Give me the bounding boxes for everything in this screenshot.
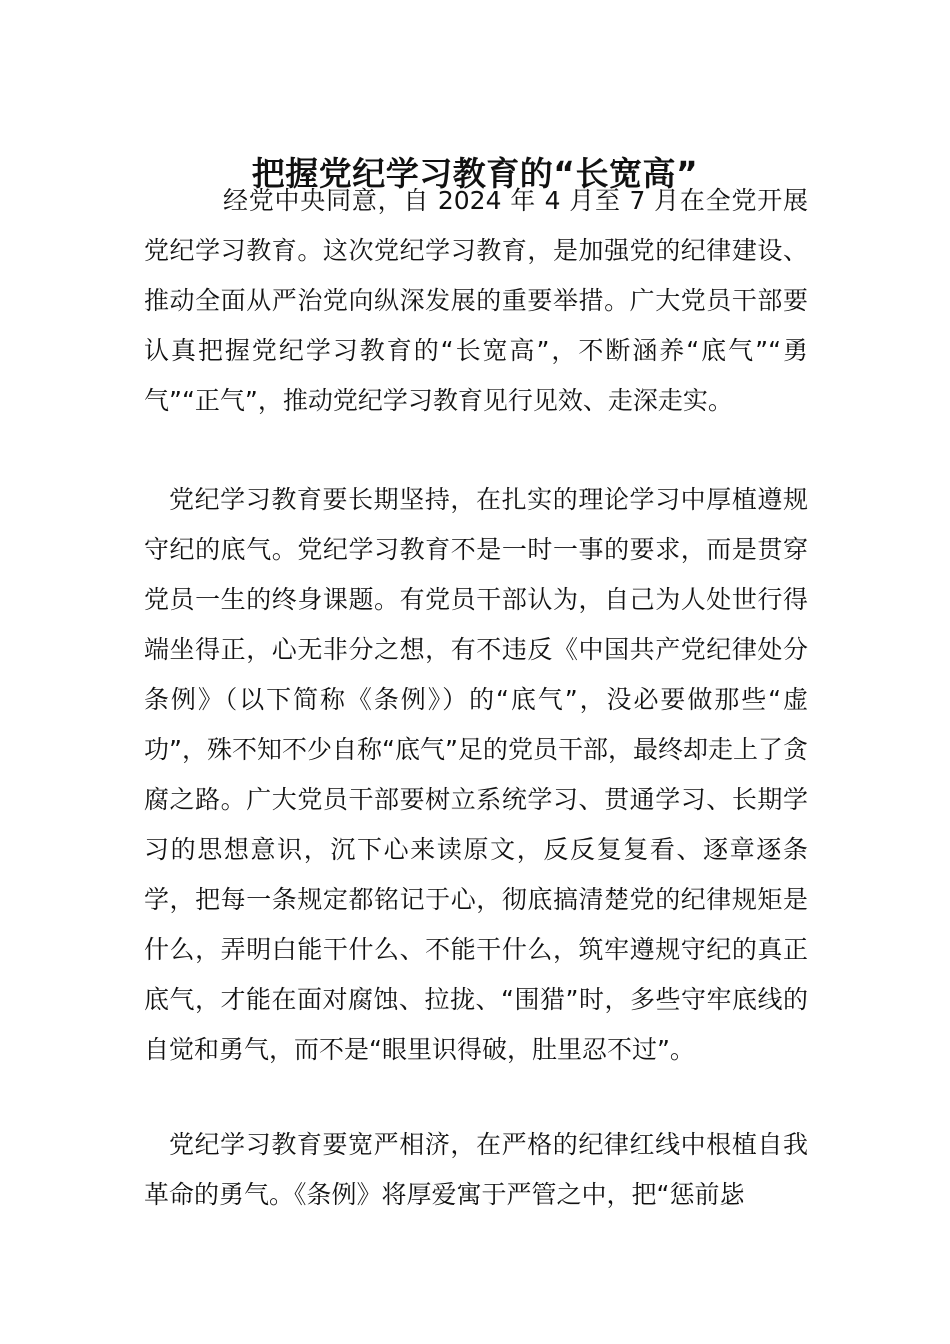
paragraph-2: 党纪学习教育要长期坚持，在扎实的理论学习中厚植遵规守纪的底气。党纪学习教育不是一时一事的要求，而是贯穿党员一生的终身课题。有党员干部认为，自己为人处世行得端坐得正，心无非分之想，有不违反《中国共产党纪律处分条例》（以下简称《条例》）的“底气”，没必要做那些“虚功”，殊不知不少自称“底气”足的党员干部，最终却走上了贪腐之路。广大党员干部要树立系统学习、贯通学习、长期学习的思想意识，沉下心来读原文，反反复复看、逐章逐条学，把每一条规定都铭记于心，彻底搞清楚党的纪律规矩是什么，弄明白能干什么、不能干什么，筑牢遵规守纪的真正底气，才能在面对腐蚀、拉拢、“围猎”时，多些守牢底线的自觉和勇气，而不是“眼里识得破，肚里忍不过”。 bbox=[144, 485, 808, 1064]
paragraph-3: 党纪学习教育要宽严相济，在严格的纪律红线中根植自我革命的勇气。《条例》将厚爱寓于严管之中，把“惩前毖 bbox=[144, 1130, 808, 1209]
document-title: 把握党纪学习教育的“长宽高” bbox=[251, 154, 699, 194]
paragraph-1: 经党中央同意，自 2024 年 4 月至 7 月在全党开展党纪学习教育。这次党纪学习教育，是加强党的纪律建设、推动全面从严治党向纵深发展的重要举措。广大党员干部要认真把握党纪学习教育的“长宽高”，不断涵养“底气”“勇气”“正气”，推动党纪学习教育见行见效、走深走实。 bbox=[144, 186, 808, 415]
